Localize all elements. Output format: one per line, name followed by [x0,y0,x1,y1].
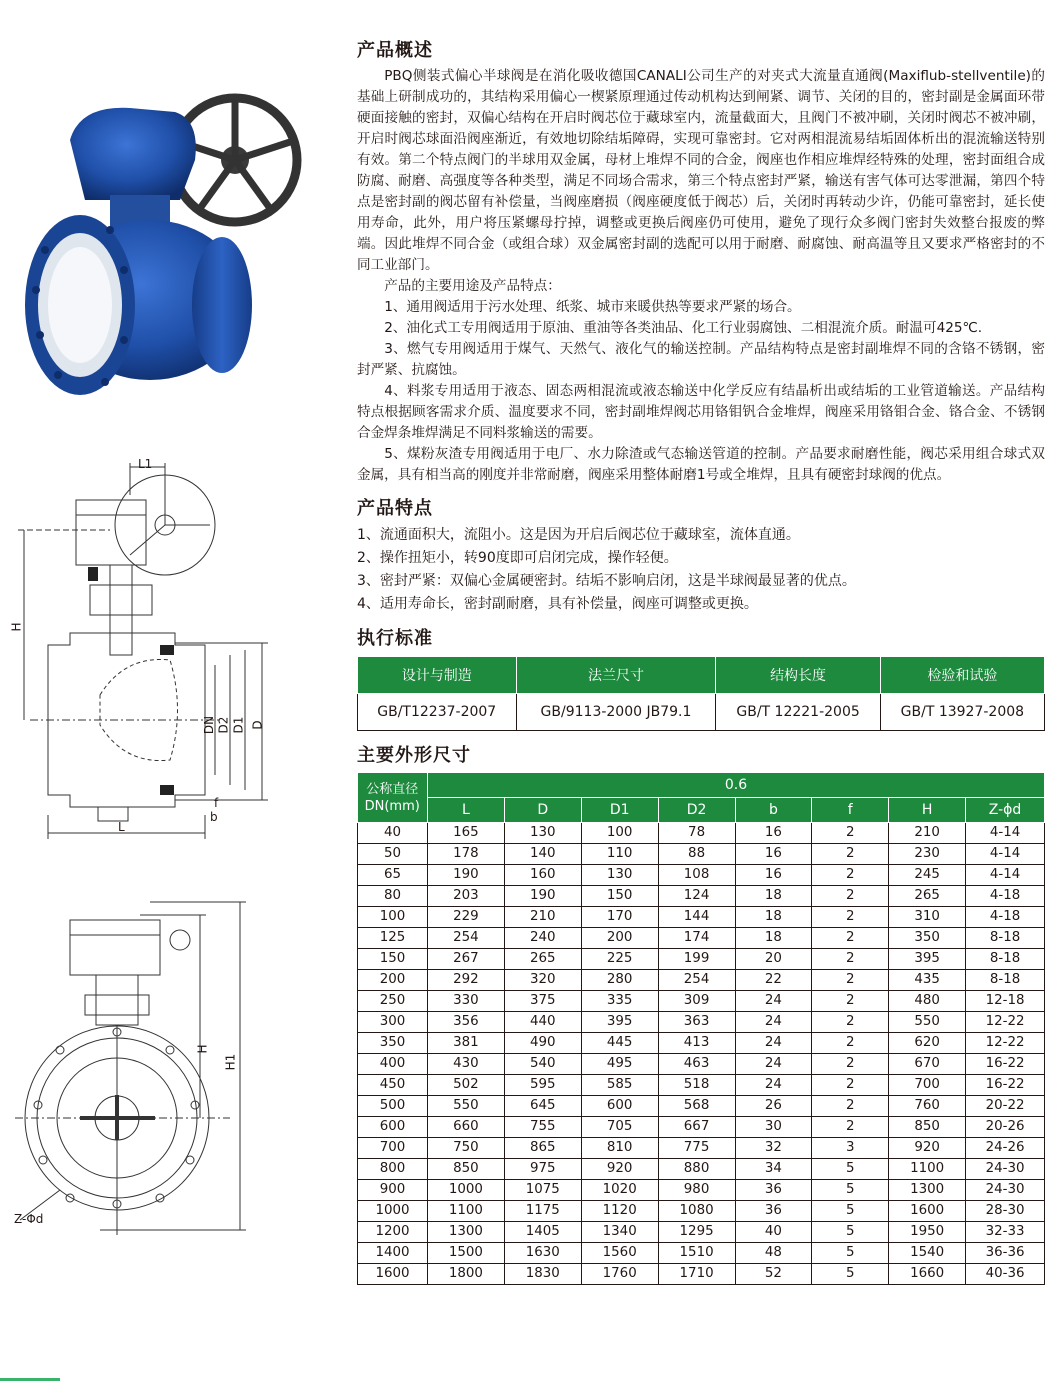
table-cell: 40 [358,823,428,844]
table-cell: 645 [504,1096,581,1117]
table-cell: 18 [735,907,812,928]
table-cell: 381 [427,1033,504,1054]
table-cell: 160 [504,865,581,886]
table-cell: 4-18 [966,886,1045,907]
table-row [358,1075,1045,1096]
table-cell: 2 [812,1033,889,1054]
table-cell: 800 [358,1159,428,1180]
table-cell: 3 [812,1138,889,1159]
overview-body [357,66,1045,486]
table-row [358,1159,1045,1180]
table-cell: 8-18 [966,970,1045,991]
table-cell: 920 [581,1159,658,1180]
table-cell: 230 [889,844,966,865]
table-cell: 65 [358,865,428,886]
table-cell: 502 [427,1075,504,1096]
table-cell: 440 [504,1012,581,1033]
table-cell: 540 [504,1054,581,1075]
feature-item: 4、适用寿命长，密封副耐磨，具有补偿量，阀座可调整或更换。 [357,596,758,612]
table-cell: 36-36 [966,1243,1045,1264]
table-cell: 26 [735,1096,812,1117]
table-row [358,1201,1045,1222]
table-cell: 2 [812,865,889,886]
table-cell: 1405 [504,1222,581,1243]
table-cell: 350 [358,1033,428,1054]
table-cell: 144 [658,907,735,928]
table-cell: 2 [812,970,889,991]
footer-accent-bar [0,1378,60,1381]
table-cell: 20-22 [966,1096,1045,1117]
features-list [357,524,1045,616]
table-row [358,949,1045,970]
table-cell: 30 [735,1117,812,1138]
table-cell: 2 [812,949,889,970]
table-cell: 2 [812,1096,889,1117]
table-cell: 12-22 [966,1033,1045,1054]
table-cell: 660 [427,1117,504,1138]
table-row [358,1222,1045,1243]
standards-header: 设计与制造 [358,657,517,694]
features-title: 产品特点 [357,498,433,519]
table-cell: 4-14 [966,865,1045,886]
table-cell: 245 [889,865,966,886]
table-cell: 100 [358,907,428,928]
table-cell: 16-22 [966,1054,1045,1075]
table-cell: 1120 [581,1201,658,1222]
label-f: f [214,796,219,810]
label-dn: DN [202,715,217,735]
valve-product-image [0,0,350,420]
table-cell: 356 [427,1012,504,1033]
table-cell: 265 [504,949,581,970]
table-cell: 24-26 [966,1138,1045,1159]
table-cell: 16 [735,823,812,844]
table-cell: 24 [735,1054,812,1075]
label-z-phi-d: Z-Φd [14,1212,44,1226]
table-cell: 267 [427,949,504,970]
table-cell: 300 [358,1012,428,1033]
dimension-column-header: D1 [581,798,658,823]
table-cell: 850 [427,1159,504,1180]
table-cell: 1075 [504,1180,581,1201]
table-cell: 700 [358,1138,428,1159]
table-cell: 254 [658,970,735,991]
table-cell: 700 [889,1075,966,1096]
table-cell: 100 [581,823,658,844]
table-cell: 2 [812,991,889,1012]
standards-table [357,656,1045,731]
standards-value: GB/9113-2000 JB79.1 [516,694,716,731]
table-cell: 1510 [658,1243,735,1264]
table-cell: 2 [812,1075,889,1096]
usage-item-3: 3、燃气专用阀适用于煤气、天然气、液化气的输送控制。产品结构特点是密封副堆焊不同的含铬不锈钢，密封严紧、抗腐蚀。 [357,341,1045,378]
table-cell: 12-22 [966,1012,1045,1033]
table-cell: 292 [427,970,504,991]
table-cell: 435 [889,970,966,991]
dimension-column-header: Z-ϕd [966,798,1045,823]
usage-item-1: 1、通用阀适用于污水处理、纸浆、城市来暖供热等要求严紧的场合。 [384,299,801,315]
standards-title: 执行标准 [357,628,433,649]
standards-value: GB/T12237-2007 [358,694,517,731]
table-cell: 1175 [504,1201,581,1222]
table-cell: 229 [427,907,504,928]
table-cell: 2 [812,1012,889,1033]
table-cell: 36 [735,1180,812,1201]
table-row [358,970,1045,991]
table-cell: 395 [889,949,966,970]
table-cell: 24 [735,1012,812,1033]
table-cell: 1300 [889,1180,966,1201]
table-cell: 1710 [658,1264,735,1285]
table-cell: 108 [658,865,735,886]
table-cell: 150 [358,949,428,970]
table-cell: 1560 [581,1243,658,1264]
table-row [358,1033,1045,1054]
table-cell: 24 [735,1075,812,1096]
dimensions-header-row-2 [358,798,1045,823]
table-cell: 178 [427,844,504,865]
overview-paragraph: PBQ侧装式偏心半球阀是在消化吸收德国CANALI公司生产的对夹式大流量直通阀(Maxiflub-stellventile)的基础上研制成功的，其结构采用偏心一楔紧原理通过传动机构达到闸紧、调节、关闭的目的，密封副是金属面环带硬面接触的密封，双偏心结构在开启时阀芯位于藏球室内，流量截面大，且阀门不被冲刷，关闭时阀芯不被冲刷，开启时阀芯球面沿阀座渐近，有效地切除结垢障碍，实现可靠密封。它对两相混流易结垢固体析出的混流输送特别有效。第二个特点阀门的半球用双金属，母材上堆焊不同的合金，阀座也作相应堆焊经特殊的处理，密封面组合成防腐、耐磨、高强度等各种类型，满足不同场合需求，第三个特点密封严紧，输送有害气体可达零泄漏，第四个特点是密封副的阀芯留有补偿量，当阀座磨损（阀座硬度低于阀芯）后，关闭时再转动少许，仍能可靠密封，延长使用寿命，此外，用户将压紧螺母拧掉，调整或更换后阀座仍可使用，避免了现行众多阀门密封失效整台报废的弊端。因此堆焊不同合金（或组合球）双金属密封副的选配可以用于耐磨、耐腐蚀、耐高温等且又要求严格密封的不同工业部门。 [357,68,1045,273]
table-cell: 170 [581,907,658,928]
table-cell: 1500 [427,1243,504,1264]
table-cell: 320 [504,970,581,991]
table-cell: 755 [504,1117,581,1138]
table-cell: 500 [358,1096,428,1117]
standards-value: GB/T 13927-2008 [880,694,1044,731]
table-cell: 490 [504,1033,581,1054]
table-cell: 50 [358,844,428,865]
table-cell: 445 [581,1033,658,1054]
dimension-column-header: D [504,798,581,823]
table-row [358,865,1045,886]
dimensions-body [358,823,1045,1285]
table-cell: 5 [812,1222,889,1243]
table-cell: 2 [812,844,889,865]
table-cell: 335 [581,991,658,1012]
table-cell: 12-18 [966,991,1045,1012]
table-cell: 670 [889,1054,966,1075]
table-cell: 395 [581,1012,658,1033]
label-l: L [118,820,125,834]
table-cell: 775 [658,1138,735,1159]
table-row [358,907,1045,928]
dimension-column-header: L [427,798,504,823]
standards-value: GB/T 12221-2005 [716,694,880,731]
table-cell: 1340 [581,1222,658,1243]
table-cell: 18 [735,928,812,949]
table-cell: 225 [581,949,658,970]
table-cell: 810 [581,1138,658,1159]
table-row [358,1180,1045,1201]
table-cell: 463 [658,1054,735,1075]
table-cell: 330 [427,991,504,1012]
table-cell: 620 [889,1033,966,1054]
label-h-end: H [195,1044,210,1054]
table-cell: 920 [889,1138,966,1159]
table-cell: 400 [358,1054,428,1075]
table-cell: 550 [889,1012,966,1033]
overview-subheading: 产品的主要用途及产品特点： [384,278,561,294]
table-cell: 1100 [427,1201,504,1222]
table-cell: 310 [889,907,966,928]
table-row [358,1264,1045,1285]
table-cell: 250 [358,991,428,1012]
table-cell: 1630 [504,1243,581,1264]
label-b: b [210,810,218,824]
table-cell: 975 [504,1159,581,1180]
table-cell: 16-22 [966,1075,1045,1096]
standards-header-row [358,657,1045,694]
usage-item-4: 4、料浆专用适用于液态、固态两相混流或液态输送中化学反应有结晶析出或结垢的工业管道输送。产品结构特点根据顾客需求介质、温度要求不同，密封副堆焊阀芯用铬钼钒合金堆焊，阀座采用铬钼合金、铬合金、不锈钢合金焊条堆焊满足不同料浆输送的需要。 [357,383,1045,441]
standards-header: 检验和试验 [880,657,1044,694]
table-cell: 2 [812,928,889,949]
table-cell: 1760 [581,1264,658,1285]
table-cell: 585 [581,1075,658,1096]
table-cell: 2 [812,823,889,844]
label-h1: H1 [223,1053,238,1071]
dimension-column-header: H [889,798,966,823]
dimensions-header-row-1 [358,773,1045,798]
table-cell: 140 [504,844,581,865]
overview-title: 产品概述 [357,40,433,61]
table-row [358,991,1045,1012]
table-cell: 5 [812,1243,889,1264]
dimension-column-header: D2 [658,798,735,823]
table-cell: 413 [658,1033,735,1054]
table-cell: 375 [504,991,581,1012]
table-cell: 1800 [427,1264,504,1285]
table-cell: 36 [735,1201,812,1222]
table-cell: 130 [581,865,658,886]
table-cell: 240 [504,928,581,949]
table-cell: 1000 [358,1201,428,1222]
table-cell: 1950 [889,1222,966,1243]
feature-item: 1、流通面积大，流阻小。这是因为开启后阀芯位于藏球室，流体直通。 [357,527,800,543]
table-cell: 16 [735,844,812,865]
table-cell: 5 [812,1159,889,1180]
table-cell: 110 [581,844,658,865]
label-d1: D1 [231,716,246,734]
usage-item-5: 5、煤粉灰渣专用阀适用于电厂、水力除渣或气态输送管道的控制。产品要求耐磨性能，阀芯采用组合球式双金属，具有相当高的刚度并非常耐磨，阀座采用整体耐磨1号或全堆焊，且具有硬密封球阀的优点。 [357,446,1045,483]
table-row [358,1138,1045,1159]
standards-header: 结构长度 [716,657,880,694]
table-cell: 1300 [427,1222,504,1243]
table-cell: 4-18 [966,907,1045,928]
table-cell: 28-30 [966,1201,1045,1222]
table-cell: 18 [735,886,812,907]
table-cell: 8-18 [966,949,1045,970]
end-view-drawing [0,900,350,1260]
table-cell: 1000 [427,1180,504,1201]
table-cell: 2 [812,907,889,928]
table-cell: 40 [735,1222,812,1243]
table-cell: 22 [735,970,812,991]
section-drawing [0,455,350,855]
table-cell: 8-18 [966,928,1045,949]
table-row [358,1096,1045,1117]
table-row [358,1012,1045,1033]
table-cell: 32 [735,1138,812,1159]
table-cell: 20 [735,949,812,970]
table-cell: 2 [812,1117,889,1138]
table-cell: 24 [735,991,812,1012]
table-cell: 4-14 [966,844,1045,865]
table-row [358,1054,1045,1075]
standards-value-row [358,694,1045,731]
table-cell: 210 [889,823,966,844]
table-cell: 16 [735,865,812,886]
table-cell: 363 [658,1012,735,1033]
table-cell: 1540 [889,1243,966,1264]
table-cell: 78 [658,823,735,844]
table-cell: 865 [504,1138,581,1159]
standards-header: 法兰尺寸 [516,657,716,694]
label-l1: L1 [138,457,153,471]
table-cell: 309 [658,991,735,1012]
table-cell: 980 [658,1180,735,1201]
table-cell: 24-30 [966,1180,1045,1201]
table-cell: 125 [358,928,428,949]
feature-item: 3、密封严紧：双偏心金属硬密封。结垢不影响启闭，这是半球阀最显著的优点。 [357,573,856,589]
table-cell: 40-36 [966,1264,1045,1285]
table-cell: 210 [504,907,581,928]
table-cell: 190 [504,886,581,907]
table-cell: 760 [889,1096,966,1117]
dn-header-line1: 公称直径 [366,781,419,797]
table-cell: 88 [658,844,735,865]
table-cell: 1600 [889,1201,966,1222]
table-cell: 280 [581,970,658,991]
table-cell: 550 [427,1096,504,1117]
table-cell: 1020 [581,1180,658,1201]
dimensions-table [357,773,1045,1285]
table-cell: 750 [427,1138,504,1159]
table-cell: 24-30 [966,1159,1045,1180]
table-cell: 850 [889,1117,966,1138]
table-cell: 190 [427,865,504,886]
table-cell: 80 [358,886,428,907]
table-cell: 880 [658,1159,735,1180]
table-cell: 595 [504,1075,581,1096]
table-row [358,886,1045,907]
table-row [358,823,1045,844]
label-d: D [250,720,265,730]
table-cell: 1100 [889,1159,966,1180]
table-row [358,1243,1045,1264]
table-cell: 2 [812,1054,889,1075]
table-cell: 1400 [358,1243,428,1264]
table-cell: 5 [812,1264,889,1285]
table-cell: 1600 [358,1264,428,1285]
table-cell: 2 [812,886,889,907]
table-cell: 203 [427,886,504,907]
table-cell: 200 [581,928,658,949]
table-cell: 1660 [889,1264,966,1285]
table-cell: 150 [581,886,658,907]
table-cell: 600 [358,1117,428,1138]
table-cell: 124 [658,886,735,907]
table-cell: 900 [358,1180,428,1201]
dimensions-title: 主要外形尺寸 [357,745,471,766]
table-cell: 34 [735,1159,812,1180]
table-cell: 495 [581,1054,658,1075]
pressure-header: 0.6 [427,773,1044,798]
feature-item: 2、操作扭矩小，转90度即可启闭完成，操作轻便。 [357,550,678,566]
table-cell: 1830 [504,1264,581,1285]
table-cell: 4-14 [966,823,1045,844]
table-row [358,928,1045,949]
table-cell: 254 [427,928,504,949]
label-d2: D2 [216,716,231,734]
table-cell: 1295 [658,1222,735,1243]
table-cell: 1200 [358,1222,428,1243]
label-h: H [9,622,24,632]
table-cell: 199 [658,949,735,970]
dimension-column-header: f [812,798,889,823]
table-cell: 430 [427,1054,504,1075]
dn-header [358,773,428,823]
table-cell: 600 [581,1096,658,1117]
left-illustrations [0,0,350,1383]
table-cell: 5 [812,1180,889,1201]
table-row [358,1117,1045,1138]
table-row [358,844,1045,865]
table-cell: 450 [358,1075,428,1096]
table-cell: 568 [658,1096,735,1117]
usage-item-2: 2、油化式工专用阀适用于原油、重油等各类油品、化工行业弱腐蚀、二相混流介质。耐温可425℃. [384,320,983,336]
table-cell: 174 [658,928,735,949]
table-cell: 1080 [658,1201,735,1222]
table-cell: 130 [504,823,581,844]
table-cell: 52 [735,1264,812,1285]
table-cell: 48 [735,1243,812,1264]
table-cell: 200 [358,970,428,991]
content-column [357,38,1045,1285]
dn-header-line2: DN(mm) [364,798,420,814]
table-cell: 165 [427,823,504,844]
dimension-column-header: b [735,798,812,823]
table-cell: 480 [889,991,966,1012]
table-cell: 667 [658,1117,735,1138]
table-cell: 705 [581,1117,658,1138]
table-cell: 20-26 [966,1117,1045,1138]
table-cell: 5 [812,1201,889,1222]
table-cell: 24 [735,1033,812,1054]
table-cell: 32-33 [966,1222,1045,1243]
table-cell: 265 [889,886,966,907]
table-cell: 518 [658,1075,735,1096]
table-cell: 350 [889,928,966,949]
